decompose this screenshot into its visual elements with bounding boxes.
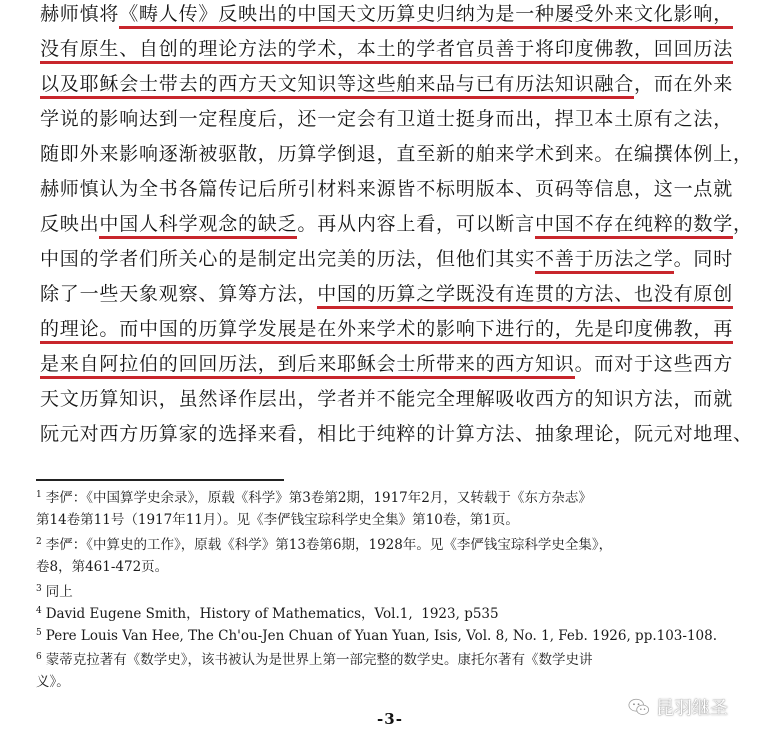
text-run: ，而在外来 — [634, 73, 734, 95]
body-line-13 — [40, 422, 753, 446]
body-line-5 — [40, 142, 753, 166]
body-line-9 — [40, 282, 733, 306]
body-line-8 — [40, 247, 733, 271]
body-line-12 — [40, 387, 733, 411]
underlined-text: 没有原生、自创的理论方法的学术，本土的学者官员善于将印度佛教，回回历法 — [40, 38, 733, 64]
underlined-text: 中国的历算之学既没有连贯的方法、也没有原创 — [317, 283, 733, 309]
footnote-text: Pere Louis Van Hee, The Ch'ou-Jen Chuan of Yuan Yuan, Isis, Vol. 8, No. 1, Feb. 1926, pp.103-108. — [45, 628, 718, 644]
text-run: ， — [733, 213, 753, 235]
text-run: 随即外来影响逐渐被驱散，历算学倒退，直至新的舶来学术到来。在编撰体例上， — [40, 143, 753, 165]
footnote-text: David Eugene Smith，History of Mathematics，Vol.1, 1923, p535 — [45, 606, 499, 622]
body-line-10 — [40, 317, 733, 341]
text-run: 。同时 — [673, 248, 734, 270]
underlined-text: 中国人科学观念的缺乏 — [99, 213, 297, 239]
footnote-6-cont — [36, 672, 70, 692]
body-line-4 — [40, 107, 733, 131]
footnote-number: 3 — [36, 584, 42, 594]
footnote-1-cont — [36, 510, 519, 530]
text-run: 。再从内容上看，可以断言 — [297, 213, 536, 235]
watermark-text: 昆羽继圣 — [656, 698, 728, 719]
text-run: 学说的影响达到一定程度后，还一定会有卫道士挺身而出，捍卫本土原有之法， — [40, 108, 734, 130]
page-number: -3- — [377, 710, 403, 728]
footnote-5 — [36, 626, 717, 648]
text-run: 天文历算知识，虽然译作层出，学者并不能完全理解吸收西方的知识方法，而就 — [40, 388, 734, 410]
footnote-text: 卷8，第461-472页。 — [36, 559, 169, 575]
body-line-6 — [40, 177, 733, 201]
footnote-4 — [36, 604, 499, 626]
underlined-text: 的理论。而中国的历算学发展是在外来学术的影响下进行的，先是印度佛教，再 — [40, 318, 733, 344]
text-run: 。而对于这些西方 — [574, 353, 734, 375]
footnote-text: 同上 — [45, 584, 73, 600]
underlined-text: 是来自阿拉伯的回回历法，到后来耶稣会士所带来的西方知识 — [40, 353, 575, 379]
footnote-number: 4 — [36, 606, 42, 616]
footnote-number: 5 — [36, 628, 42, 638]
footnote-1 — [36, 488, 592, 510]
footnote-6 — [36, 650, 592, 672]
underlined-text: 不善于历法之学 — [535, 248, 674, 274]
footnote-number: 2 — [36, 537, 42, 547]
wechat-icon — [628, 696, 650, 718]
body-line-11 — [40, 352, 733, 376]
watermark — [628, 694, 728, 720]
body-line-2 — [40, 37, 733, 61]
footnote-number: 6 — [36, 652, 42, 662]
body-line-1 — [40, 2, 733, 26]
footnote-2-cont — [36, 557, 168, 577]
underlined-text: 《畴人传》反映出的中国天文历算史归纳为是一种屡受外来文化影响， — [119, 3, 733, 29]
footnote-text: 第14卷第11号（1917年11月）。见《李俨钱宝琮科学史全集》第10卷，第1页。 — [36, 512, 519, 528]
footnote-3 — [36, 582, 73, 604]
text-run: 中国的学者们所关心的是制定出完美的历法，但他们其实 — [40, 248, 536, 270]
footnote-text: 李俨：《中算史的工作》，原载《科学》第13卷第6期，1928年。见《李俨钱宝琮科学史全集》， — [45, 537, 613, 553]
text-run: 除了一些天象观察、算筹方法， — [40, 283, 318, 305]
footnote-number: 1 — [36, 490, 42, 500]
body-line-3 — [40, 72, 733, 96]
footnote-2 — [36, 535, 612, 557]
footnote-separator — [36, 479, 284, 481]
body-line-7 — [40, 212, 753, 236]
text-run: 赫师慎认为全书各篇传记后所引材料来源皆不标明版本、页码等信息，这一点就 — [40, 178, 734, 200]
underlined-text: 中国不存在纯粹的数学 — [535, 213, 733, 239]
footnote-text: 义》。 — [36, 674, 70, 690]
text-run: 反映出 — [40, 213, 100, 235]
underlined-text: 以及耶稣会士带去的西方天文知识等这些舶来品与已有历法知识融合 — [40, 73, 634, 99]
text-run: 阮元对西方历算家的选择来看，相比于纯粹的计算方法、抽象理论，阮元对地理、 — [40, 423, 753, 445]
text-run: 赫师慎将 — [40, 3, 120, 25]
footnote-text: 李俨：《中国算学史余录》，原载《科学》第3卷第2期，1917年2月，又转载于《东方杂志》 — [45, 490, 592, 506]
footnote-text: 蒙蒂克拉著有《数学史》，该书被认为是世界上第一部完整的数学史。康托尔著有《数学史讲 — [45, 652, 593, 668]
